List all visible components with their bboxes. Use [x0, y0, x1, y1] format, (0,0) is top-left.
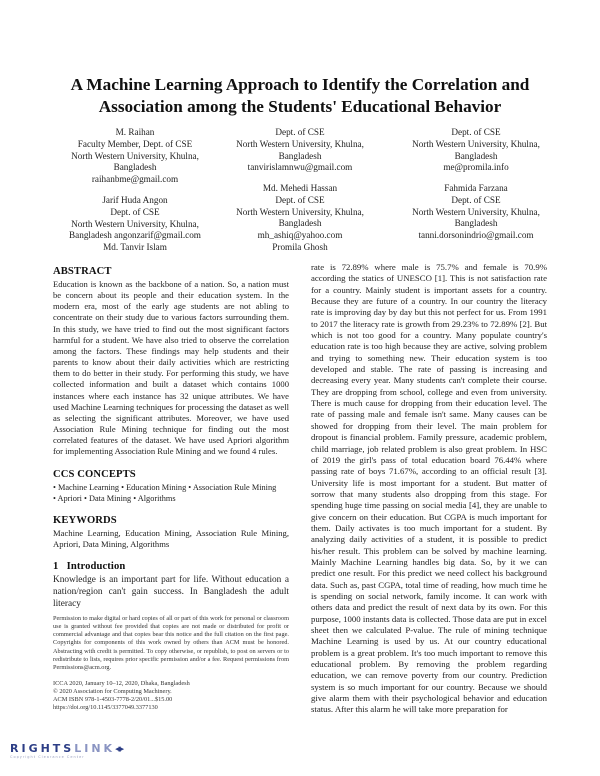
ccs-heading: CCS CONCEPTS	[53, 468, 136, 480]
introduction-text-left: Knowledge is an important part for life. Without education a nation/region can't gain success. In Bangladesh the adult literacy	[53, 575, 289, 610]
author-name: Md. Mehedi Hassan	[262, 183, 338, 193]
author-affiliation: North Western University, Khulna,	[71, 150, 199, 161]
author-farzana	[396, 183, 556, 242]
author-email[interactable]: mh_ashiq@yahoo.com	[257, 230, 343, 241]
left-column	[53, 265, 289, 712]
author-email[interactable]: tanvirislamnwu@gmail.com	[247, 162, 353, 173]
rightslink-subtitle: Copyright Clearance Center	[10, 755, 85, 759]
rightslink-bold: RIGHTS	[10, 742, 75, 755]
author-name: M. Raihan	[115, 127, 155, 137]
author-country-email[interactable]: Bangladesh angonzarif@gmail.com	[69, 230, 201, 241]
ccs-concepts-line-1: • Machine Learning • Education Mining • Association Rule Mining	[53, 482, 277, 492]
author-tanvir-affiliation	[220, 127, 380, 174]
author-promila-affiliation	[396, 127, 556, 174]
author-angon	[30, 195, 240, 254]
rightslink-arrow-icon: ◂▸	[115, 742, 123, 755]
rightslink-logo[interactable]	[10, 742, 123, 766]
author-affiliation: Dept. of CSE	[451, 127, 501, 137]
author-name: Jarif Huda Angon	[102, 195, 168, 205]
publication-info	[53, 680, 289, 712]
author-country: Bangladesh	[278, 218, 322, 229]
ccs-concepts-line-2: • Apriori • Data Mining • Algorithms	[53, 493, 176, 503]
author-email[interactable]: me@promila.info	[443, 162, 509, 173]
paper-title	[0, 74, 600, 118]
author-country: Bangladesh	[454, 218, 498, 229]
keywords-heading: KEYWORDS	[53, 514, 117, 526]
right-column	[311, 262, 547, 716]
author-name: Md. Tanvir Islam	[103, 242, 167, 253]
permission-notice: Permission to make digital or hard copies of all or part of this work for personal or classroom use is granted without fee provided that copies are not made or distributed for profit or commercial advantage and that copies bear this notice and the full citation on the first page. Copyrights for components of this work owned by others than ACM must be honored. Abstracting with credit is permitted. To copy otherwise, or republish, to post on servers or to redistribute to lists, requires prior specific permission and/or a fee. Request permissions from Permissions@acm.org.	[53, 615, 289, 671]
author-affiliation: Faculty Member, Dept. of CSE	[77, 138, 193, 149]
author-affiliation: North Western University, Khulna,	[412, 206, 540, 217]
author-email[interactable]: tanni.dorsonindrio@gmail.com	[418, 230, 534, 241]
abstract-heading: ABSTRACT	[53, 266, 112, 277]
author-country: Bangladesh	[454, 150, 498, 161]
author-affiliation: Dept. of CSE	[275, 127, 325, 137]
isbn-info: ACM ISBN 978-1-4503-7778-2/20/01...$15.00	[53, 695, 173, 703]
author-country: Bangladesh	[278, 150, 322, 161]
author-affiliation: Dept. of CSE	[451, 194, 501, 205]
author-email[interactable]: raihanbme@gmail.com	[91, 174, 179, 185]
introduction-heading	[53, 560, 289, 573]
rightslink-wordmark	[10, 742, 123, 755]
section-title: Introduction	[66, 561, 126, 573]
author-raihan	[30, 127, 240, 186]
abstract-text: Education is known as the backbone of a nation. So, a nation must be concern about its people and their education system. In the modern era, most of the early age students are not abling to concentrate on their study due to various factors surrounding them. In this study, we have tried to find out the most significant factors harmful for a student. We have also tried to observe the correlation among the factors. These findings may help students and their parents to know about their daily activities which are restricting them to do better in their study. For performing this study, we have collected information and built a dataset which contains 1000 instances where each instance has 32 unique attributes. We have used Machine Learning techniques for processing the dataset as well as selecting the significant attributes. Moreover, we have used Association Rule Mining technique for finding out the most correlated features of the dataset. We have used Apriori algorithm for implementing Association Rule Mining and we found 4 rules.	[53, 279, 290, 457]
section-number: 1	[53, 561, 59, 573]
rightslink-light: LINK	[74, 742, 116, 755]
author-hassan	[220, 183, 380, 254]
author-affiliation: North Western University, Khulna,	[236, 206, 364, 217]
author-country: Bangladesh	[113, 162, 157, 173]
author-name: Fahmida Farzana	[444, 183, 508, 193]
author-affiliation: North Western University, Khulna,	[412, 138, 540, 149]
author-name: Promila Ghosh	[272, 241, 328, 252]
author-affiliation: Dept. of CSE	[110, 206, 160, 217]
author-affiliation: North Western University, Khulna,	[236, 138, 364, 149]
conference-info: ICCA 2020, January 10–12, 2020, Dhaka, Bangladesh	[53, 679, 190, 687]
author-affiliation: Dept. of CSE	[275, 194, 325, 205]
keywords-text: Machine Learning, Education Mining, Association Rule Mining, Apriori, Data Mining, Algorithms	[53, 527, 289, 549]
author-affiliation: North Western University, Khulna,	[71, 218, 199, 229]
copyright-info: © 2020 Association for Computing Machinery.	[53, 687, 172, 695]
paper-title-line-2: Association among the Students' Educational Behavior	[98, 97, 502, 116]
paper-title-line-1: A Machine Learning Approach to Identify the Correlation and	[70, 75, 530, 94]
doi-link[interactable]: https://doi.org/10.1145/3377049.3377130	[53, 704, 158, 712]
introduction-text-right: rate is 72.89% where male is 75.7% and female is 70.9% according the statics of UNESCO [1]. This is not satisfaction rate for a country. Mainly student is important assets for a country. Because they are future of a country. In our country the literacy rate is improving day by day but this not perfect for us. From 1991 to 2017 the literacy rate is growth from 29.23% to 72.89% [2]. But which is not too good for a country. Many populate country's education rate is too high because they are active, solving problem and trying to something new. Their education system is too developed and stable. The rate of passing is increasing and decreasing every year. Many students can't complete their course. They are dropping from school, college and even from university. There is much cause for dropping from their education level. The rate of passing male and female isn't same. Many causes can be showed for dropping from their level. The main problem for dropout is financial problem. Family pressure, academic problem, child marriage, job related problem is also great problem. In HSC of 2019 the girl's pass of total education board 76.44% where passing rate of boys 71.67%, according to an official result [3]. University life is most important for a student. But matter of sorrow that many students also dropping from this stage. For spending huge time passing on social media [4], they are unable to give concern on their education. But CGPA is much important for them. Daily activates is too much important for a student. By analyzing daily activities of a student, it is possible to predict his/her result. This problem can be solved by machine learning. Mainly Machine Learning handles big data. So, by it we can predict one result. For this predict we need collect his background data. Such as, past CGPA, total time of reading, how much time he is spending on social network, family income. It can work with others data and predict the result of next data by its own. For this purpose, 1000 instants data is collected. Those data are put in excel sheet then we calculated P-value. The rule of mining technique Machine Learning is used by us. At our country educational problem is a great problem. It's too much important to remove this educational problem. By removing the problem regarding education, we can remove poverty from our country. Prediction system is so much important for our country. Because we should give alarm them with their psychological behavior and education status. After this alarm he will take more preparation for	[311, 262, 547, 715]
